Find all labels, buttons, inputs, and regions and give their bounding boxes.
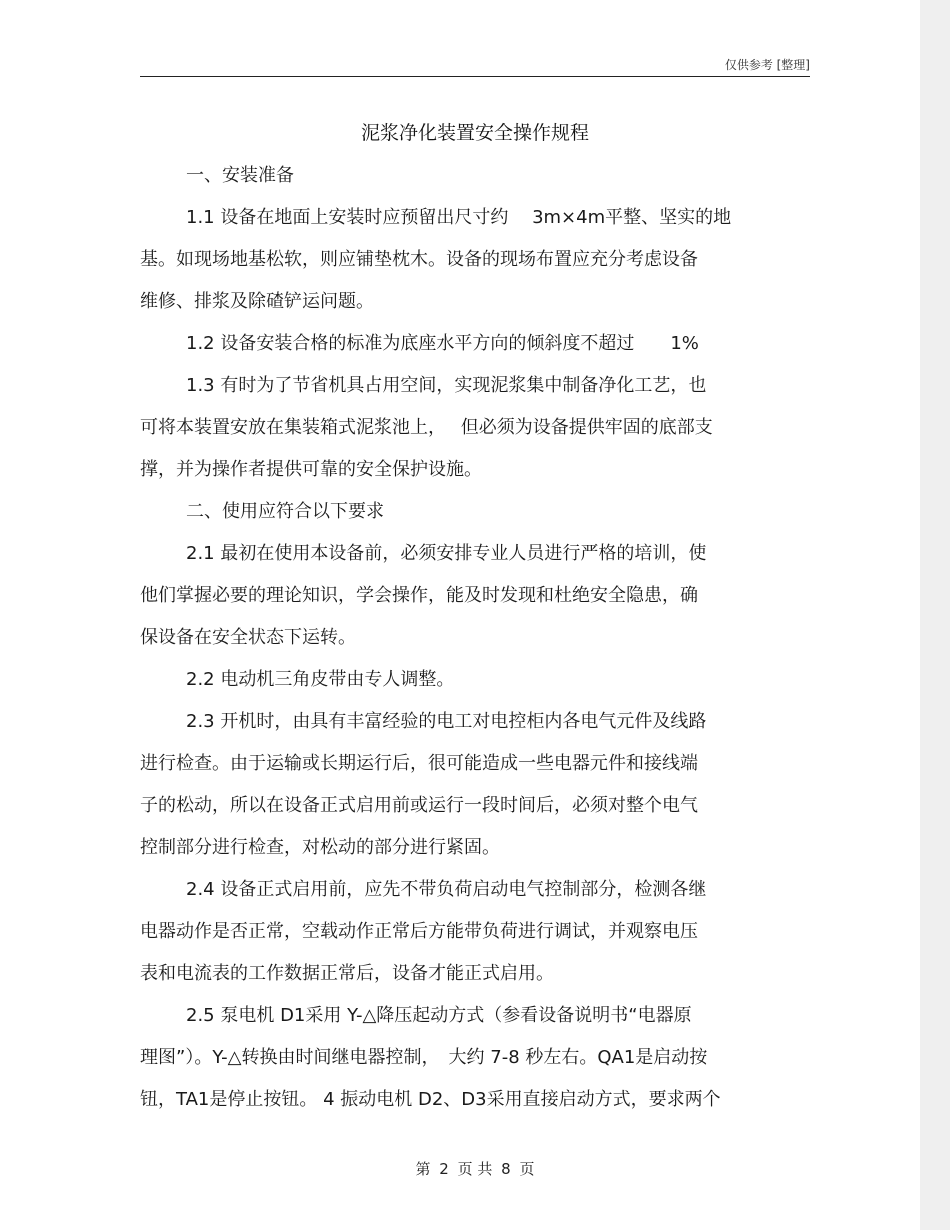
footer-middle: 页 共 [457,1160,493,1178]
document-title: 泥浆净化装置安全操作规程 [360,122,589,144]
body-line: 2.4 设备正式启用前，应先不带负荷启动电气控制部分，检测各继 [186,879,707,900]
body-line: 2.5 泵电机 D1采用 Y-△降压起动方式（参看设备说明书“电器原 [186,1005,692,1026]
page-margin-background [920,0,950,1230]
body-line: 二、使用应符合以下要求 [186,501,384,522]
body-line: 基。如现场地基松软，则应铺垫枕木。设备的现场布置应充分考虑设备 [140,249,698,270]
body-line: 电器动作是否正常，空载动作正常后方能带负荷进行调试，并观察电压 [140,921,698,942]
body-line: 2.3 开机时，由具有丰富经验的电工对电控柜内各电气元件及线路 [186,711,707,732]
footer-prefix: 第 [415,1160,431,1178]
body-line: 1.1 设备在地面上安装时应预留出尺寸约 3m×4m平整、坚实的地 [186,207,732,228]
body-line: 他们掌握必要的理论知识，学会操作，能及时发现和杜绝安全隐患，确 [140,585,698,606]
body-line: 1.3 有时为了节省机具占用空间，实现泥浆集中制备净化工艺，也 [186,375,707,396]
body-line: 表和电流表的工作数据正常后，设备才能正式启用。 [140,963,554,984]
document-body [140,155,810,1121]
footer-current-page: 2 [439,1160,449,1178]
body-line: 2.2 电动机三角皮带由专人调整。 [186,669,455,690]
body-line: 保设备在安全状态下运转。 [140,627,356,648]
page-footer [0,1158,950,1179]
body-line: 钮，TA1是停止按钮。 4 振动电机 D2、D3采用直接启动方式，要求两个 [140,1089,721,1110]
body-line: 维修、排浆及除碴铲运问题。 [140,291,374,312]
body-line: 一、安装准备 [186,165,294,186]
page-header-note: 仅供参考 [整理] [724,58,810,72]
body-line: 2.1 最初在使用本设备前，必须安排专业人员进行严格的培训，使 [186,543,707,564]
body-line: 理图”）。Y-△转换由时间继电器控制， 大约 7-8 秒左右。QA1是启动按 [140,1047,708,1068]
header-divider [140,76,810,77]
body-line: 1.2 设备安装合格的标准为底座水平方向的倾斜度不超过 1% [186,333,699,354]
body-line: 控制部分进行检查，对松动的部分进行紧固。 [140,837,500,858]
footer-total-pages: 8 [501,1160,511,1178]
body-line: 进行检查。由于运输或长期运行后，很可能造成一些电器元件和接线端 [140,753,698,774]
body-line: 撑，并为操作者提供可靠的安全保护设施。 [140,459,482,480]
body-line: 子的松动，所以在设备正式启用前或运行一段时间后，必须对整个电气 [140,795,698,816]
body-line: 可将本装置安放在集装箱式泥浆池上， 但必须为设备提供牢固的底部支 [140,417,713,438]
footer-suffix: 页 [519,1160,535,1178]
